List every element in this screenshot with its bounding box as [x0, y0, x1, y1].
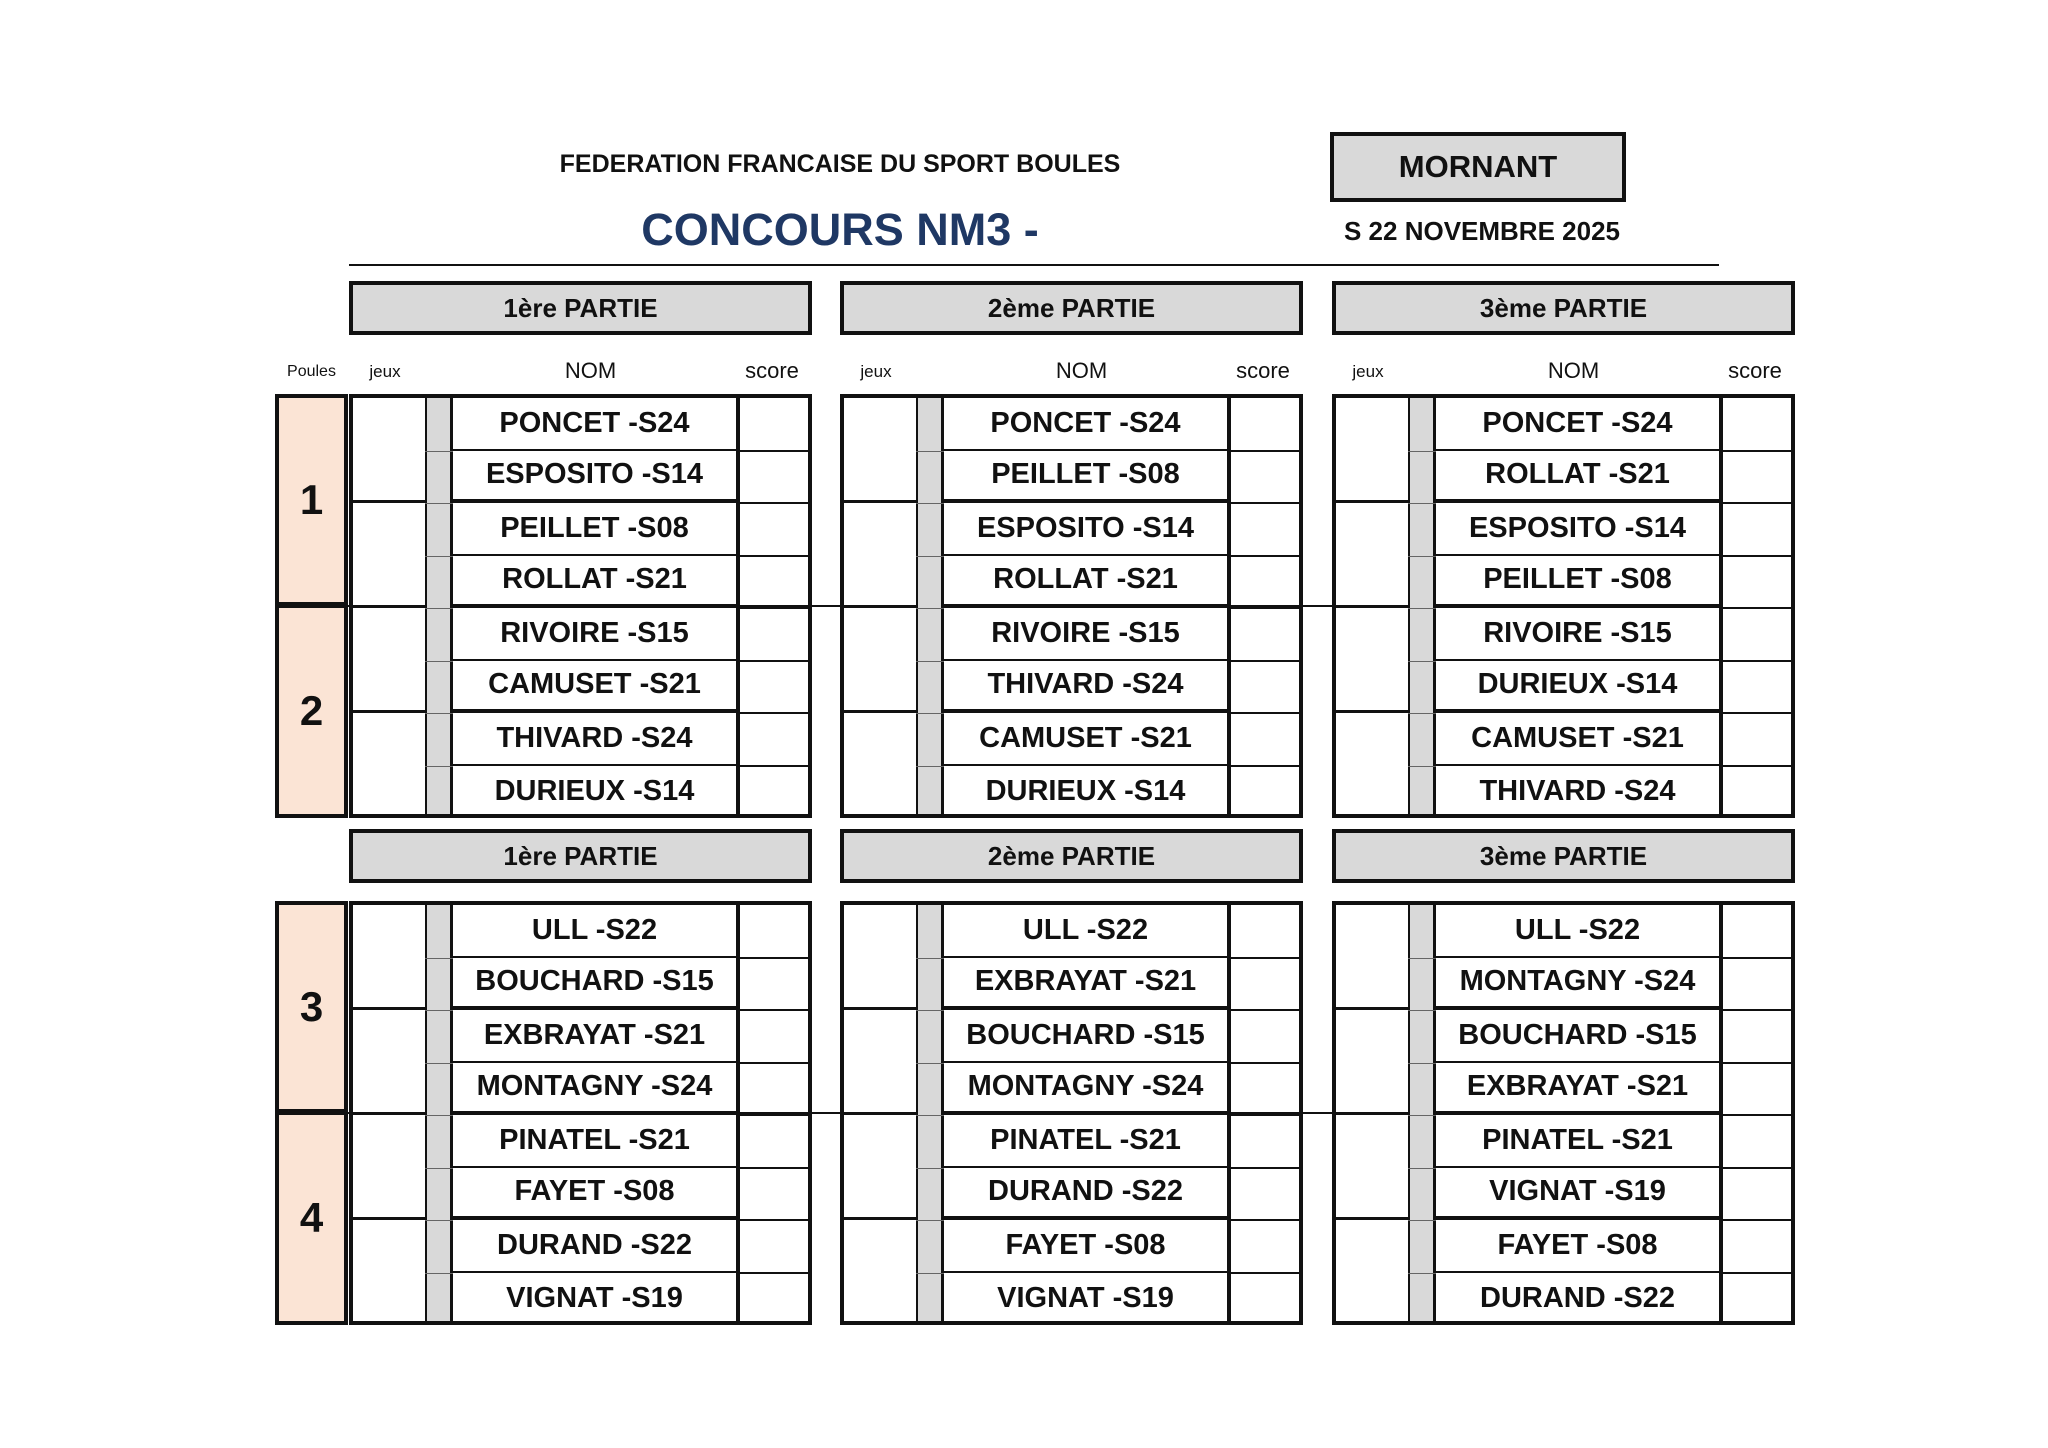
partie-header: 3ème PARTIE	[1332, 281, 1795, 335]
player-name: ROLLAT -S21	[944, 556, 1227, 609]
score-cell[interactable]	[740, 1115, 808, 1166]
score-cell[interactable]	[740, 1063, 808, 1114]
player-name: FAYET -S08	[1436, 1220, 1719, 1273]
jeux-cell[interactable]	[844, 608, 916, 713]
poule-label: 1	[275, 394, 348, 606]
jeux-cell[interactable]	[844, 503, 916, 608]
score-cell[interactable]	[1723, 398, 1791, 449]
game-grid	[1332, 394, 1795, 818]
player-name: PONCET -S24	[1436, 398, 1719, 451]
jeux-cell[interactable]	[1336, 503, 1408, 608]
poule-label: 3	[275, 901, 348, 1113]
score-cell[interactable]	[1723, 1010, 1791, 1061]
score-cell[interactable]	[1723, 1273, 1791, 1324]
score-cell[interactable]	[740, 1010, 808, 1061]
score-cell[interactable]	[1231, 766, 1299, 817]
jeux-cell[interactable]	[1336, 1115, 1408, 1220]
score-cell[interactable]	[740, 905, 808, 956]
player-name: VIGNAT -S19	[1436, 1168, 1719, 1221]
player-name: PINATEL -S21	[453, 1115, 736, 1168]
poule-label: 4	[275, 1111, 348, 1325]
federation-title: FEDERATION FRANCAISE DU SPORT BOULES	[559, 150, 1121, 178]
event-date: S 22 NOVEMBRE 2025	[1343, 216, 1620, 246]
score-cell[interactable]	[1723, 451, 1791, 502]
score-cell[interactable]	[1723, 1168, 1791, 1219]
player-name: EXBRAYAT -S21	[453, 1010, 736, 1063]
player-name: PEILLET -S08	[453, 503, 736, 556]
player-name: DURIEUX -S14	[985, 775, 1186, 808]
jeux-column-header: jeux	[860, 362, 892, 381]
player-name: BOUCHARD -S15	[453, 958, 736, 1011]
score-cell[interactable]	[1723, 503, 1791, 554]
score-cell[interactable]	[740, 398, 808, 449]
player-name: DURAND -S22	[453, 1220, 736, 1273]
player-name: MONTAGNY -S24	[453, 1063, 736, 1116]
score-cell[interactable]	[1723, 1220, 1791, 1271]
shaded-column-divider	[425, 1010, 453, 1011]
score-cell[interactable]	[1723, 1063, 1791, 1114]
player-name: EXBRAYAT -S21	[944, 958, 1227, 1011]
shaded-column-divider	[1408, 1273, 1436, 1274]
score-cell[interactable]	[1231, 503, 1299, 554]
jeux-column-header: jeux	[1352, 362, 1384, 381]
player-name: DURIEUX -S14	[494, 775, 695, 808]
jeux-cell[interactable]	[1336, 1010, 1408, 1115]
jeux-cell[interactable]	[844, 905, 916, 1010]
jeux-cell[interactable]	[844, 1115, 916, 1220]
shaded-column-divider	[916, 1115, 944, 1116]
shaded-column-divider	[1408, 503, 1436, 504]
score-column-header: score	[1236, 358, 1290, 383]
partie-header: 1ère PARTIE	[349, 281, 812, 335]
player-name: DURAND -S22	[1480, 1282, 1675, 1315]
shaded-column-divider	[1408, 1063, 1436, 1064]
score-cell[interactable]	[1231, 958, 1299, 1009]
player-name: ROLLAT -S21	[453, 556, 736, 609]
score-cell[interactable]	[740, 1168, 808, 1219]
shaded-column	[916, 398, 944, 814]
shaded-column	[1408, 398, 1436, 814]
shaded-column-divider	[1408, 1115, 1436, 1116]
score-cell[interactable]	[1723, 608, 1791, 659]
player-name: ESPOSITO -S14	[453, 451, 736, 504]
score-cell[interactable]	[1231, 451, 1299, 502]
player-name: VIGNAT -S19	[506, 1282, 683, 1315]
score-cell[interactable]	[1723, 713, 1791, 764]
jeux-cell[interactable]	[1336, 608, 1408, 713]
jeux-cell[interactable]	[1336, 1220, 1408, 1325]
score-cell[interactable]	[1231, 1220, 1299, 1271]
poules-column-header: Poules	[287, 363, 336, 380]
concours-title: CONCOURS NM3 -	[641, 204, 1039, 255]
shaded-column-divider	[1408, 608, 1436, 609]
player-name: FAYET -S08	[453, 1168, 736, 1221]
title-divider	[349, 264, 1719, 266]
player-name: VIGNAT -S19	[997, 1282, 1174, 1315]
shaded-column-divider	[1408, 766, 1436, 767]
score-cell[interactable]	[740, 1273, 808, 1324]
jeux-cell[interactable]	[353, 398, 425, 503]
shaded-column-divider	[916, 556, 944, 557]
player-name: ULL -S22	[453, 905, 736, 958]
player-name: PINATEL -S21	[944, 1115, 1227, 1168]
shaded-column-divider	[425, 556, 453, 557]
score-cell[interactable]	[1231, 1115, 1299, 1166]
player-name: ROLLAT -S21	[1436, 451, 1719, 504]
shaded-column-divider	[425, 1220, 453, 1221]
game-grid	[349, 394, 812, 818]
jeux-cell[interactable]	[353, 1220, 425, 1325]
score-cell[interactable]	[740, 661, 808, 712]
player-name: PINATEL -S21	[1436, 1115, 1719, 1168]
shaded-column-divider	[425, 958, 453, 959]
score-cell[interactable]	[1231, 713, 1299, 764]
shaded-column-divider	[1408, 1010, 1436, 1011]
player-name: CAMUSET -S21	[453, 661, 736, 714]
player-name: MONTAGNY -S24	[944, 1063, 1227, 1116]
score-column-header: score	[745, 358, 799, 383]
score-cell[interactable]	[1231, 905, 1299, 956]
jeux-cell[interactable]	[844, 1220, 916, 1325]
game-grid	[840, 901, 1303, 1325]
shaded-column-divider	[916, 503, 944, 504]
player-name: PEILLET -S08	[944, 451, 1227, 504]
player-name: PEILLET -S08	[1436, 556, 1719, 609]
score-cell[interactable]	[740, 556, 808, 607]
shaded-column-divider	[425, 503, 453, 504]
shaded-column	[1408, 905, 1436, 1321]
shaded-column-divider	[1408, 661, 1436, 662]
score-cell[interactable]	[740, 1220, 808, 1271]
jeux-cell[interactable]	[844, 713, 916, 818]
score-cell[interactable]	[1231, 556, 1299, 607]
shaded-column	[425, 398, 453, 814]
score-cell[interactable]	[1723, 958, 1791, 1009]
shaded-column-divider	[916, 661, 944, 662]
player-name: BOUCHARD -S15	[944, 1010, 1227, 1063]
shaded-column-divider	[1408, 1220, 1436, 1221]
game-grid	[1332, 901, 1795, 1325]
score-cell[interactable]	[1723, 661, 1791, 712]
shaded-column-divider	[916, 1273, 944, 1274]
player-name: RIVOIRE -S15	[453, 608, 736, 661]
score-cell[interactable]	[1723, 905, 1791, 956]
score-cell[interactable]	[1231, 1273, 1299, 1324]
score-cell[interactable]	[1723, 766, 1791, 817]
jeux-column-header: jeux	[369, 362, 401, 381]
player-name: DURIEUX -S14	[1436, 661, 1719, 714]
shaded-column-divider	[916, 766, 944, 767]
score-cell[interactable]	[740, 766, 808, 817]
shaded-column-divider	[425, 451, 453, 452]
score-cell[interactable]	[740, 503, 808, 554]
jeux-cell[interactable]	[844, 398, 916, 503]
shaded-column-divider	[1408, 958, 1436, 959]
shaded-column-divider	[916, 1010, 944, 1011]
score-cell[interactable]	[1723, 1115, 1791, 1166]
shaded-column	[916, 905, 944, 1321]
jeux-cell[interactable]	[353, 905, 425, 1010]
jeux-cell[interactable]	[844, 1010, 916, 1115]
player-name: ESPOSITO -S14	[944, 503, 1227, 556]
game-grid	[840, 394, 1303, 818]
score-cell[interactable]	[740, 713, 808, 764]
shaded-column-divider	[425, 608, 453, 609]
player-name: EXBRAYAT -S21	[1436, 1063, 1719, 1116]
score-cell[interactable]	[740, 958, 808, 1009]
shaded-column-divider	[916, 1168, 944, 1169]
player-name: THIVARD -S24	[944, 661, 1227, 714]
nom-column-header: NOM	[1547, 358, 1600, 383]
player-name: PONCET -S24	[944, 398, 1227, 451]
shaded-column-divider	[1408, 556, 1436, 557]
player-name: ESPOSITO -S14	[1436, 503, 1719, 556]
score-cell[interactable]	[1231, 661, 1299, 712]
score-cell[interactable]	[740, 608, 808, 659]
nom-column-header: NOM	[564, 358, 617, 383]
score-cell[interactable]	[740, 451, 808, 502]
score-cell[interactable]	[1231, 1063, 1299, 1114]
jeux-cell[interactable]	[353, 608, 425, 713]
player-name: DURAND -S22	[944, 1168, 1227, 1221]
partie-header: 2ème PARTIE	[840, 281, 1303, 335]
player-name: MONTAGNY -S24	[1436, 958, 1719, 1011]
shaded-column-divider	[1408, 1168, 1436, 1169]
player-name: RIVOIRE -S15	[1436, 608, 1719, 661]
shaded-column-divider	[916, 1063, 944, 1064]
jeux-cell[interactable]	[353, 713, 425, 818]
jeux-cell[interactable]	[353, 1010, 425, 1115]
shaded-column-divider	[425, 1063, 453, 1064]
shaded-column-divider	[425, 1168, 453, 1169]
shaded-column	[425, 905, 453, 1321]
player-name: THIVARD -S24	[453, 713, 736, 766]
player-name: ULL -S22	[1436, 905, 1719, 958]
poule-label: 2	[275, 604, 348, 818]
jeux-cell[interactable]	[1336, 905, 1408, 1010]
shaded-column-divider	[425, 1273, 453, 1274]
player-name: CAMUSET -S21	[1436, 713, 1719, 766]
shaded-column-divider	[1408, 713, 1436, 714]
game-grid	[349, 901, 812, 1325]
jeux-cell[interactable]	[1336, 398, 1408, 503]
score-column-header: score	[1728, 358, 1782, 383]
shaded-column-divider	[1408, 451, 1436, 452]
player-name: ULL -S22	[944, 905, 1227, 958]
score-cell[interactable]	[1231, 1168, 1299, 1219]
jeux-cell[interactable]	[353, 1115, 425, 1220]
score-cell[interactable]	[1231, 608, 1299, 659]
score-cell[interactable]	[1231, 1010, 1299, 1061]
player-name: PONCET -S24	[453, 398, 736, 451]
jeux-cell[interactable]	[353, 503, 425, 608]
partie-header: 3ème PARTIE	[1332, 829, 1795, 883]
player-name: CAMUSET -S21	[944, 713, 1227, 766]
player-name: THIVARD -S24	[1479, 775, 1676, 808]
shaded-column-divider	[425, 766, 453, 767]
shaded-column-divider	[916, 451, 944, 452]
shaded-column-divider	[916, 608, 944, 609]
shaded-column-divider	[916, 713, 944, 714]
partie-header: 2ème PARTIE	[840, 829, 1303, 883]
venue-box: MORNANT	[1330, 132, 1626, 202]
shaded-column-divider	[916, 1220, 944, 1221]
player-name: FAYET -S08	[944, 1220, 1227, 1273]
score-cell[interactable]	[1231, 398, 1299, 449]
nom-column-header: NOM	[1055, 358, 1108, 383]
shaded-column-divider	[425, 661, 453, 662]
shaded-column-divider	[425, 713, 453, 714]
score-cell[interactable]	[1723, 556, 1791, 607]
shaded-column-divider	[425, 1115, 453, 1116]
player-name: RIVOIRE -S15	[944, 608, 1227, 661]
player-name: BOUCHARD -S15	[1436, 1010, 1719, 1063]
partie-header: 1ère PARTIE	[349, 829, 812, 883]
shaded-column-divider	[916, 958, 944, 959]
jeux-cell[interactable]	[1336, 713, 1408, 818]
